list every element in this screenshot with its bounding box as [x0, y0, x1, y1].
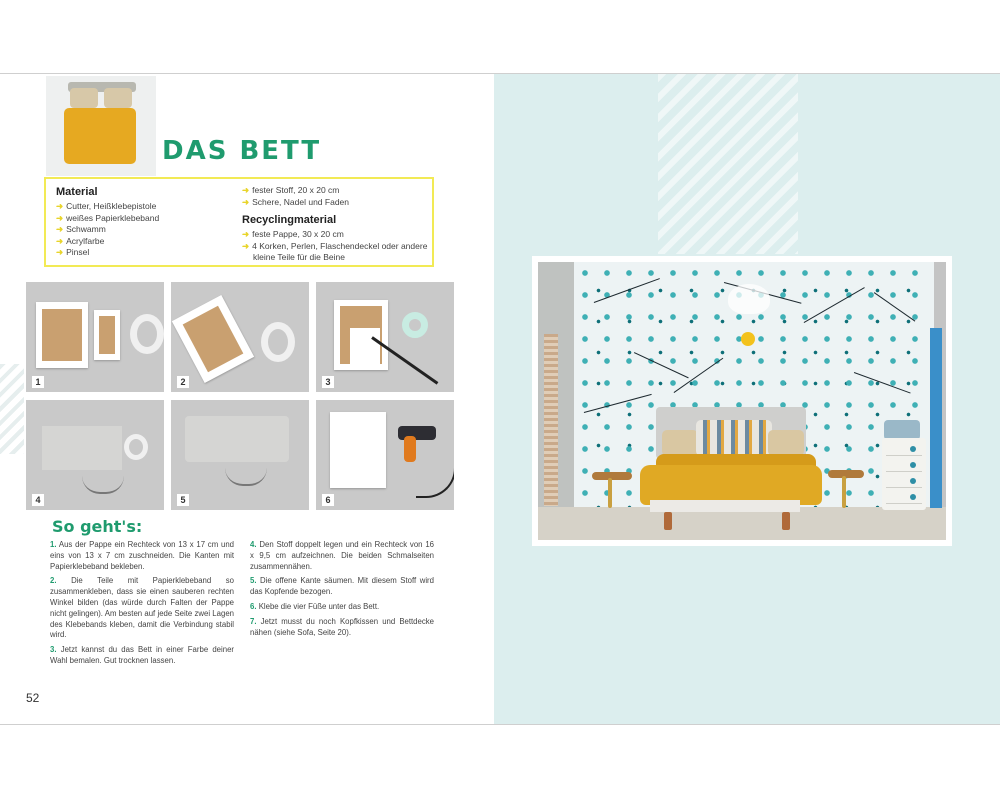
left-page [0, 74, 494, 724]
instruction-step: 6. Klebe die vier Füße unter das Bett. [250, 601, 380, 611]
step-number: 2 [177, 376, 189, 388]
arrow-icon: ➜ [242, 229, 250, 239]
book-spread [0, 73, 1000, 725]
arrow-icon: ➜ [56, 212, 64, 223]
instruction-step: 7. Jetzt musst du noch Kopfkissen und Bettdecke nähen (siehe Sofa, Seite 20). [250, 616, 434, 637]
step-photo-2 [171, 282, 309, 392]
arrow-icon: ➜ [242, 240, 250, 251]
instruction-step: 4. Den Stoff doppelt legen und ein Rechteck von 16 x 9,5 cm aufzeichnen. Die beiden Schmalseiten zusammennähen. [250, 540, 435, 571]
dresser [882, 438, 926, 510]
material-item: ➜ Cutter, Heißklebepistole [56, 201, 157, 211]
material-column-2 [242, 185, 433, 264]
arrow-icon: ➜ [56, 224, 64, 234]
material-item: ➜ weißes Papierklebeband [56, 212, 160, 223]
instruction-step: 5. Die offene Kante säumen. Mit diesem Stoff wird das Kopfende bezogen. [250, 576, 434, 597]
arrow-icon: ➜ [56, 235, 64, 246]
material-item: ➜ fester Stoff, 20 x 20 cm [242, 185, 340, 195]
material-box [44, 177, 434, 267]
step-number: 1 [32, 376, 44, 388]
instructions-column-right [250, 540, 434, 642]
material-item: ➜ Acrylfarbe [56, 235, 105, 246]
arrow-icon: ➜ [242, 185, 250, 195]
instruction-step: 3. Jetzt kannst du das Bett in einer Farbe deiner Wahl bemalen. Gut trocknen lassen. [50, 645, 235, 665]
right-page [494, 74, 1000, 724]
decorative-stripes [658, 74, 798, 254]
bedroom-photo [532, 256, 952, 546]
step-number: 4 [32, 494, 44, 506]
instruction-step: 1. Aus der Pappe ein Rechteck von 13 x 17 cm und eins von 13 x 7 cm zuschneiden. Die Kanten mit Papierklebeband bekleben. [50, 540, 234, 571]
recycling-heading: Recyclingmaterial [242, 214, 337, 226]
recycling-item: ➜ 4 Korken, Perlen, Flaschendeckel oder andere kleine Teile für die Beine [242, 240, 428, 262]
step-photo-5 [171, 400, 309, 510]
step-number: 5 [177, 494, 189, 506]
decorative-stripes [0, 364, 24, 454]
instruction-step: 2. Die Teile mit Papierklebeband so zusammenkleben, dass sie einen sauberen rechten Winkel bilden (das würde durch Falten der Pappe nicht gelingen). Am besten auf jede Seite zwei Lagen des Klebebands kleben, damit die Verbindung stabil wird. [50, 576, 234, 640]
step-photo-4 [26, 400, 164, 510]
recycling-item: ➜ feste Pappe, 30 x 20 cm [242, 229, 344, 239]
step-photo-6 [316, 400, 454, 510]
instructions-column-left [50, 540, 234, 671]
bed-thumbnail [46, 76, 156, 176]
instructions-heading: So geht's: [52, 517, 143, 536]
arrow-icon: ➜ [242, 196, 250, 207]
arrow-icon: ➜ [56, 247, 64, 257]
page-number: 52 [26, 691, 40, 705]
bed-quilt [640, 465, 822, 505]
material-item: ➜ Schwamm [56, 224, 106, 234]
arrow-icon: ➜ [56, 201, 64, 211]
material-item: ➜ Schere, Nadel und Faden [242, 196, 349, 207]
page-title: DAS BETT [162, 136, 322, 166]
material-column [56, 185, 159, 259]
step-photo-1 [26, 282, 164, 392]
step-number: 6 [322, 494, 334, 506]
lamp [728, 284, 770, 314]
step-photo-3 [316, 282, 454, 392]
material-heading: Material [56, 186, 98, 198]
step-number: 3 [322, 376, 334, 388]
material-item: ➜ Pinsel [56, 247, 90, 257]
